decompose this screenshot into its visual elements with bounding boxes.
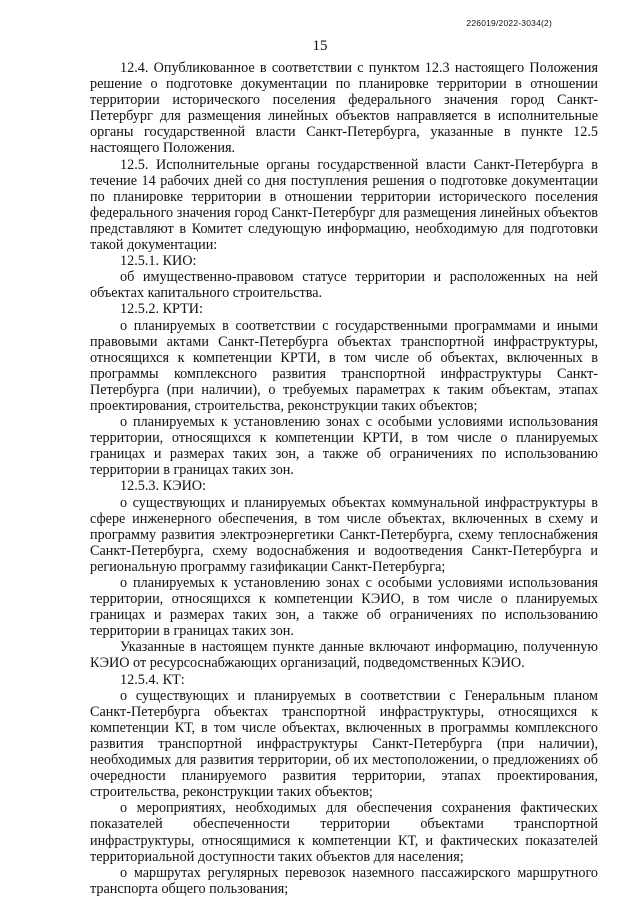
subsection-heading-kio: 12.5.1. КИО: xyxy=(120,253,197,270)
paragraph-krti-item-2: о планируемых к установлению зонах с особыми условиями использования территории, относящихся к компетенции КРТИ, в том числе о планируемых границах и размерах таких зон, а также об ограничениях по использованию территории в границах таких зон. xyxy=(90,414,598,479)
paragraph-12-4: 12.4. Опубликованное в соответствии с пунктом 12.3 настоящего Положения решение о подготовке документации по планировке территории в отношении территории исторического поселения федерального значения город Санкт-Петербург для размещения линейных объектов направляется в исполнительные органы государственной власти Санкт-Петербурга, указанные в пункте 12.5 настоящего Положения. xyxy=(90,60,598,157)
paragraph-krti-item-1: о планируемых в соответствии с государственными программами и иными правовыми актами Санкт-Петербурга объектах транспортной инфраструктуры, относящихся к компетенции КРТИ, в том числе об объектах, включенных в программы комплексного развития транспортной инфраструктуры Санкт-Петербурга (при наличии), о требуемых параметрах к таким объектам, этапах проектирования, строительства, реконструкции таких объектов; xyxy=(90,317,598,414)
paragraph-kt-item-1: о существующих и планируемых в соответствии с Генеральным планом Санкт-Петербурга объектах транспортной инфраструктуры, относящихся к компетенции КТ, в том числе объектах, включенных в программы комплексного развития транспортной инфраструктуры Санкт-Петербурга (при наличии), необходимых для развития территории, об их местоположении, о предложениях об очередности планируемого развития территории, этапах проектирования, строительства, реконструкции таких объектов; xyxy=(90,687,598,801)
paragraph-keio-item-1: о существующих и планируемых объектах коммунальной инфраструктуры в сфере инженерного обеспечения, в том числе объектах, включенных в схему и программу развития электроэнергетики Санкт-Петербурга, схему теплоснабжения Санкт-Петербурга, схему водоснабжения и водоотведения Санкт-Петербурга и региональную программу газификации Санкт-Петербурга; xyxy=(90,494,598,575)
subsection-heading-kt: 12.5.4. КТ: xyxy=(120,671,185,688)
paragraph-keio-note: Указанные в настоящем пункте данные включают информацию, полученную КЭИО от ресурсоснабжающих организаций, подведомственных КЭИО. xyxy=(90,639,598,672)
page-number: 15 xyxy=(312,38,328,54)
paragraph-keio-item-2: о планируемых к установлению зонах с особыми условиями использования территории, относящихся к компетенции КЭИО, в том числе о планируемых границах и размерах таких зон, а также об ограничениях по использованию территории в границах таких зон. xyxy=(90,575,598,640)
paragraph-kt-item-2: о мероприятиях, необходимых для обеспечения сохранения фактических показателей обеспеченности территории объектами транспортной инфраструктуры, относящимися к компетенции КТ, и фактических показателей территориальной доступности таких объектов для населения; xyxy=(90,800,598,865)
subsection-heading-keio: 12.5.3. КЭИО: xyxy=(120,478,206,495)
paragraph-12-5: 12.5. Исполнительные органы государственной власти Санкт-Петербурга в течение 14 рабочих дней со дня поступления решения о подготовке документации по планировке территории в отношении территории исторического поселения федерального значения город Санкт-Петербург для размещения линейных объектов представляют в Комитет следующую информацию, необходимую для подготовки такой документации: xyxy=(90,156,598,254)
paragraph-kt-item-3: о маршрутах регулярных перевозок наземного пассажирского маршрутного транспорта общего пользования; xyxy=(90,864,598,897)
paragraph-kio-item: об имущественно-правовом статусе территории и расположенных на ней объектах капитального строительства. xyxy=(90,269,598,302)
subsection-heading-krti: 12.5.2. КРТИ: xyxy=(120,301,203,318)
document-registration-number: 226019/2022-3034(2) xyxy=(466,18,552,28)
document-body xyxy=(90,60,598,897)
